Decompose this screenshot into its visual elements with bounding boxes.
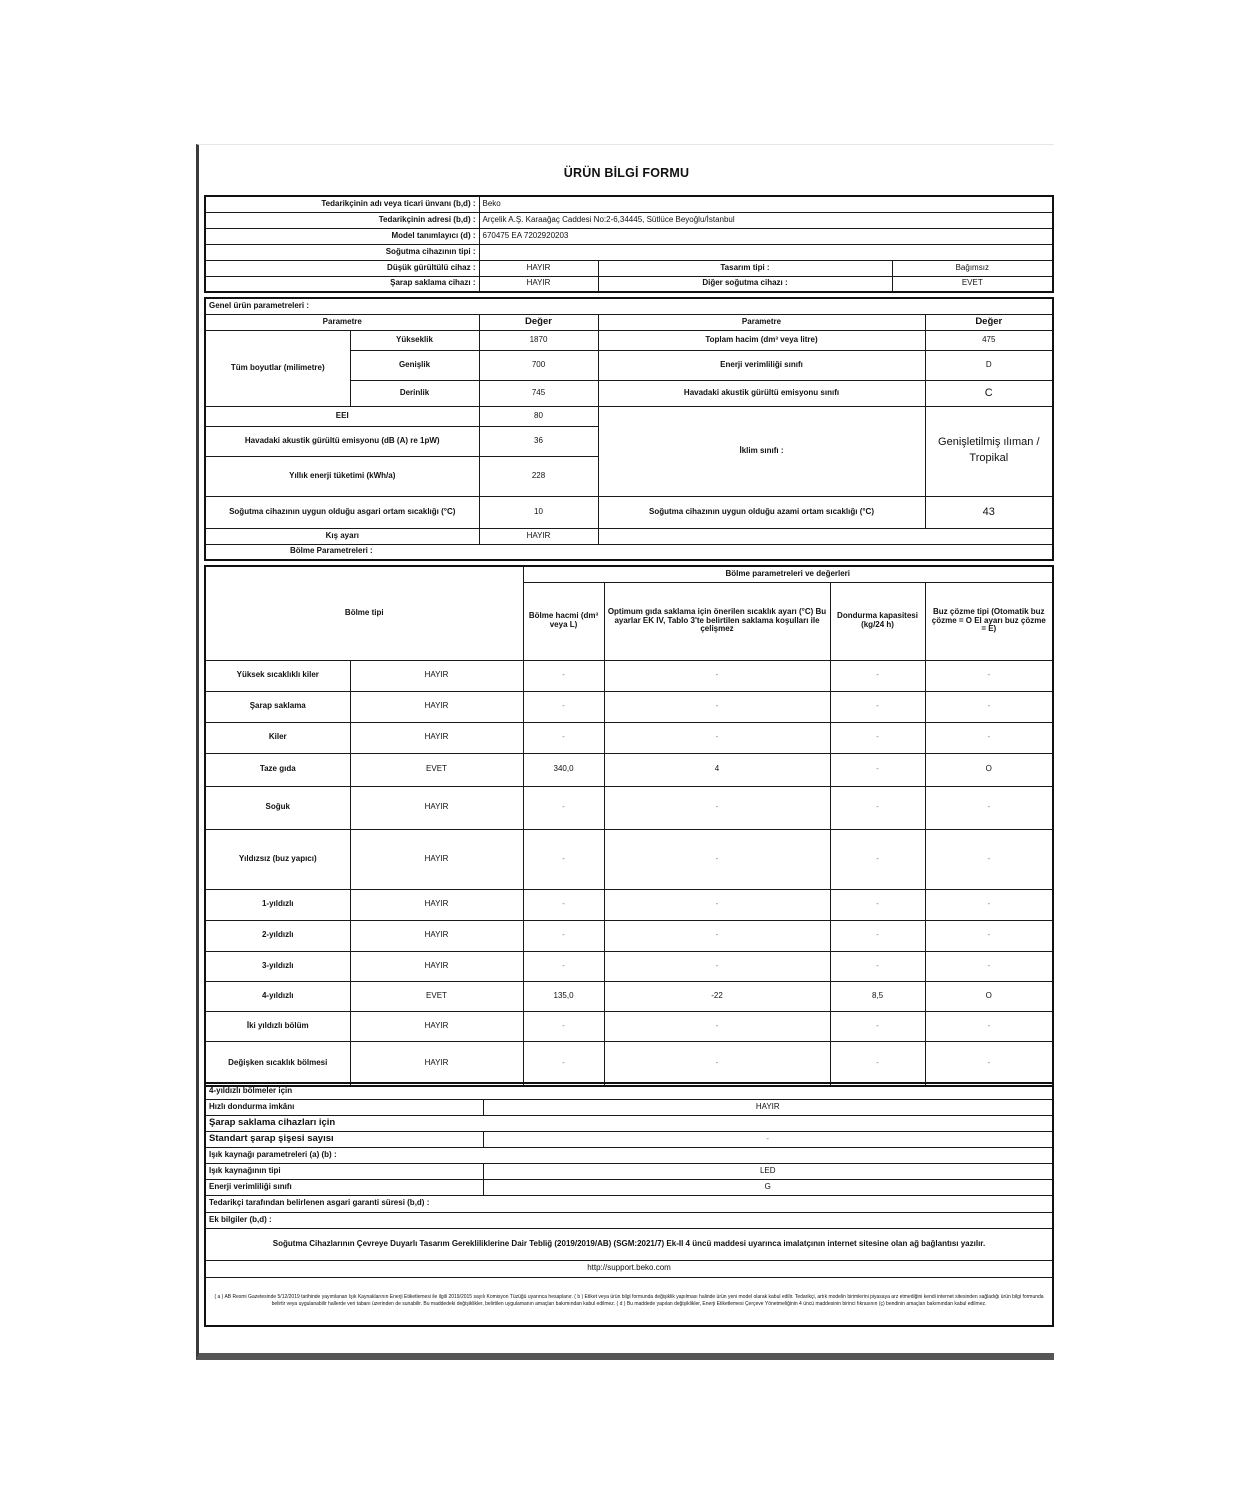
noise-db-label: Havadaki akustik gürültü emisyonu (dB (A) re 1pW) [205,426,479,456]
four-star-section-label: 4-yıldızlı bölmeler için [205,1083,1053,1099]
supplier-address-label: Tedarikçinin adresi (b,d) : [205,212,479,228]
compartment-name: Taze gıda [205,753,350,786]
regulation-note: Soğutma Cihazlarının Çevreye Duyarlı Tasarım Gerekliliklerine Dair Tebliğ (2019/2019/AB) (SGM:2021/7) Ek-II 4 üncü maddesi uyarınca imalatçının internet sitesine olan ağ bağlantısı yazılır. [205,1228,1053,1260]
fast-freeze-row [205,1099,1053,1115]
compartment-freeze: - [830,829,925,889]
col-parameter-right: Parametre [598,314,925,330]
compartment-defrost: - [925,691,1053,722]
support-link-row [205,1260,1053,1277]
compartment-temp-header: Optimum gıda saklama için önerilen sıcaklık ayarı (°C) Bu ayarlar EK IV, Tablo 3'te belirtilen saklama koşulları ile çelişmez [604,582,830,660]
climate-class-value: Genişletilmiş ılıman / Tropikal [925,406,1053,496]
compartment-group-header: Bölme parametreleri ve değerleri [523,566,1053,582]
compartments-section-row [205,544,1053,560]
compartment-temp: - [604,920,830,951]
compartment-freeze: - [830,691,925,722]
appliance-type-value [479,244,1053,260]
compartment-present: HAYIR [350,691,523,722]
low-noise-row [205,260,1053,276]
eei-label: EEI [205,406,479,426]
compartment-row [205,1011,1053,1041]
compartment-present: HAYIR [350,920,523,951]
temperature-row [205,496,1053,528]
annual-energy-value: 228 [479,456,598,496]
compartment-temp: - [604,722,830,753]
compartment-defrost: - [925,920,1053,951]
supplier-address-row [205,212,1053,228]
compartment-row [205,786,1053,829]
compartment-row [205,753,1053,786]
wine-storage-label: Şarap saklama cihazı : [205,276,479,292]
compartment-defrost: - [925,889,1053,920]
compartment-row [205,920,1053,951]
compartment-name: Şarap saklama [205,691,350,722]
compartment-present: EVET [350,753,523,786]
compartment-present: HAYIR [350,660,523,691]
compartment-temp: 4 [604,753,830,786]
compartment-temp: - [604,889,830,920]
eei-value: 80 [479,406,598,426]
bottles-label: Standart şarap şişesi sayısı [205,1131,483,1147]
bottles-value: - [483,1131,1053,1147]
compartment-temp: -22 [604,981,830,1011]
supplier-address-value: Arçelik A.Ş. Karaağaç Caddesi No:2-6,34445, Sütlüce Beyoğlu/İstanbul [479,212,1053,228]
winter-value: HAYIR [479,528,598,544]
compartment-temp: - [604,786,830,829]
total-volume-label: Toplam hacim (dm³ veya litre) [598,330,925,350]
document-page [196,144,1054,1360]
compartment-volume: - [523,951,604,981]
light-class-row [205,1179,1053,1195]
design-type-label: Tasarım tipi : [598,260,892,276]
four-star-section-row [205,1083,1053,1099]
compartment-row [205,722,1053,753]
model-value: 670475 EA 7202920203 [479,228,1053,244]
compartment-defrost-header: Buz çözme tipi (Otomatik buz çözme = O El ayarı buz çözme = E) [925,582,1053,660]
compartment-freeze-header: Dondurma kapasitesi (kg/24 h) [830,582,925,660]
noise-class-label: Havadaki akustik gürültü emisyonu sınıfı [598,380,925,406]
compartment-defrost: - [925,951,1053,981]
compartment-row [205,691,1053,722]
model-label: Model tanımlayıcı (d) : [205,228,479,244]
annual-energy-label: Yıllık enerji tüketimi (kWh/a) [205,456,479,496]
appliance-type-label: Soğutma cihazının tipi : [205,244,479,260]
compartment-rows [205,660,1053,1086]
compartment-volume: - [523,889,604,920]
compartment-freeze: - [830,1041,925,1086]
wine-section-row [205,1115,1053,1131]
compartment-freeze: - [830,889,925,920]
compartment-temp: - [604,1041,830,1086]
light-class-label: Enerji verimliliği sınıfı [205,1179,483,1195]
light-type-value: LED [483,1163,1053,1179]
form-title: ÜRÜN BİLGİ FORMU [563,166,690,180]
compartment-volume: - [523,691,604,722]
light-params-label: Işık kaynağı parametreleri (a) (b) : [205,1147,1053,1163]
footnote: ( a ) AB Resmi Gazetesinde 5/12/2019 tarihinde yayımlanan Işık Kaynaklarının Enerji Etiketlemesi ile ilgili 2019/2015 sayılı Komisyon Tüzüğü uyarınca hesaplanır. ( b ) Etiket veya ürün bilgi formunda değişiklik yapılması halinde ürün yeni model olarak kabul edilir. Tedarikçi, artık modelin birimlerini piyasaya arz etmediğini kendi internet sitesinden sağladığı ürün bilgi formunda belirtir veya uygulanabilir hallerde veri tabanı üzerinden de sunabilir. Bu maddedeki değişiklikler, belirtilen uygulamanın amaçları bakımından kabul edilmez. ( d ) Bu maddede yapılan değişiklikler, Enerji Etiketlemesi Çerçeve Yönetmeliğinin 4 üncü maddesinin birinci fıkrasının (ç) bendinin amaçları bakımından kabul edilmez. [205,1277,1053,1326]
other-cooling-value: EVET [892,276,1053,292]
col-parameter-left: Parametre [205,314,479,330]
supplier-name-label: Tedarikçinin adı veya ticari ünvanı (b,d) : [205,196,479,212]
wine-section-label: Şarap saklama cihazları için [205,1115,1053,1131]
regulation-note-row [205,1228,1053,1260]
compartment-group-row [205,566,1053,582]
compartment-row [205,889,1053,920]
max-temp-value: 43 [925,496,1053,528]
compartment-freeze: - [830,951,925,981]
energy-class-label: Enerji verimliliği sınıfı [598,350,925,380]
noise-class-value: C [925,380,1053,406]
depth-label: Derinlik [350,380,479,406]
compartment-freeze: 8,5 [830,981,925,1011]
wine-storage-value: HAYIR [479,276,598,292]
supplier-name-value: Beko [479,196,1053,212]
compartment-present: HAYIR [350,786,523,829]
general-parameters-table [204,297,1054,561]
climate-class-label: İklim sınıfı : [598,406,925,496]
compartment-volume-header: Bölme hacmi (dm³ veya L) [523,582,604,660]
compartment-present: HAYIR [350,722,523,753]
compartment-name: 4-yıldızlı [205,981,350,1011]
noise-db-value: 36 [479,426,598,456]
col-value-right: Değer [925,314,1053,330]
compartment-present: HAYIR [350,1011,523,1041]
compartment-present: HAYIR [350,951,523,981]
compartment-name: İki yıldızlı bölüm [205,1011,350,1041]
footnote-row [205,1277,1053,1326]
compartment-table [204,565,1054,1087]
wine-storage-row [205,276,1053,292]
height-value: 1870 [479,330,598,350]
compartment-volume: - [523,829,604,889]
min-temp-value: 10 [479,496,598,528]
compartment-freeze: - [830,722,925,753]
compartment-row [205,1041,1053,1086]
compartment-volume: - [523,722,604,753]
compartment-present: HAYIR [350,889,523,920]
extra-info-row [205,1212,1053,1228]
compartment-defrost: O [925,753,1053,786]
compartment-temp: - [604,691,830,722]
model-row [205,228,1053,244]
compartment-row [205,951,1053,981]
compartment-name: 2-yıldızlı [205,920,350,951]
general-header-row [205,314,1053,330]
compartment-volume: 340,0 [523,753,604,786]
compartment-volume: - [523,660,604,691]
compartment-freeze: - [830,786,925,829]
compartment-defrost: O [925,981,1053,1011]
compartment-volume: - [523,786,604,829]
compartment-type-header: Bölme tipi [205,566,523,660]
compartment-freeze: - [830,1011,925,1041]
width-label: Genişlik [350,350,479,380]
compartment-name: Yıldızsız (buz yapıcı) [205,829,350,889]
compartment-name: 1-yıldızlı [205,889,350,920]
min-temp-label: Soğutma cihazının uygun olduğu asgari ortam sıcaklığı (°C) [205,496,479,528]
dimensions-label: Tüm boyutlar (milimetre) [205,330,350,406]
compartments-section-label: Bölme Parametreleri : [205,544,1053,560]
design-type-value: Bağımsız [892,260,1053,276]
compartment-volume: - [523,1041,604,1086]
depth-value: 745 [479,380,598,406]
height-label: Yükseklik [350,330,479,350]
low-noise-value: HAYIR [479,260,598,276]
low-noise-label: Düşük gürültülü cihaz : [205,260,479,276]
compartment-row [205,660,1053,691]
compartment-row [205,829,1053,889]
compartment-freeze: - [830,920,925,951]
compartment-volume: - [523,1011,604,1041]
winter-empty [598,528,1053,544]
compartment-freeze: - [830,660,925,691]
appliance-type-row [205,244,1053,260]
compartment-defrost: - [925,786,1053,829]
fast-freeze-label: Hızlı dondurma imkânı [205,1099,483,1115]
compartment-volume: 135,0 [523,981,604,1011]
bottles-row [205,1131,1053,1147]
light-class-value: G [483,1179,1053,1195]
energy-class-value: D [925,350,1053,380]
general-section-row [205,298,1053,314]
light-params-row [205,1147,1053,1163]
width-value: 700 [479,350,598,380]
compartment-name: Kiler [205,722,350,753]
eei-row [205,406,1053,426]
compartment-defrost: - [925,660,1053,691]
extra-info-table [204,1082,1054,1327]
compartment-temp: - [604,951,830,981]
warranty-row [205,1195,1053,1212]
support-link[interactable]: http://support.beko.com [205,1260,1053,1277]
compartment-freeze: - [830,753,925,786]
compartment-present: HAYIR [350,829,523,889]
light-type-row [205,1163,1053,1179]
compartment-temp: - [604,829,830,889]
max-temp-label: Soğutma cihazının uygun olduğu azami ortam sıcaklığı (°C) [598,496,925,528]
compartment-defrost: - [925,1011,1053,1041]
winter-row [205,528,1053,544]
general-section-label: Genel ürün parametreleri : [205,298,1053,314]
other-cooling-label: Diğer soğutma cihazı : [598,276,892,292]
compartment-present: EVET [350,981,523,1011]
compartment-name: Yüksek sıcaklıklı kiler [205,660,350,691]
compartment-name: 3-yıldızlı [205,951,350,981]
winter-label: Kış ayarı [205,528,479,544]
compartment-defrost: - [925,1041,1053,1086]
light-type-label: Işık kaynağının tipi [205,1163,483,1179]
col-value-left: Değer [479,314,598,330]
compartment-temp: - [604,1011,830,1041]
compartment-volume: - [523,920,604,951]
supplier-info-table [204,195,1054,293]
compartment-name: Değişken sıcaklık bölmesi [205,1041,350,1086]
compartment-defrost: - [925,722,1053,753]
fast-freeze-value: HAYIR [483,1099,1053,1115]
extra-info-label: Ek bilgiler (b,d) : [205,1212,1053,1228]
compartment-present: HAYIR [350,1041,523,1086]
warranty-label: Tedarikçi tarafından belirlenen asgari garanti süresi (b,d) : [205,1195,1053,1212]
compartment-name: Soğuk [205,786,350,829]
supplier-name-row [205,196,1053,212]
compartment-temp: - [604,660,830,691]
compartment-row [205,981,1053,1011]
height-row [205,330,1053,350]
compartment-defrost: - [925,829,1053,889]
total-volume-value: 475 [925,330,1053,350]
